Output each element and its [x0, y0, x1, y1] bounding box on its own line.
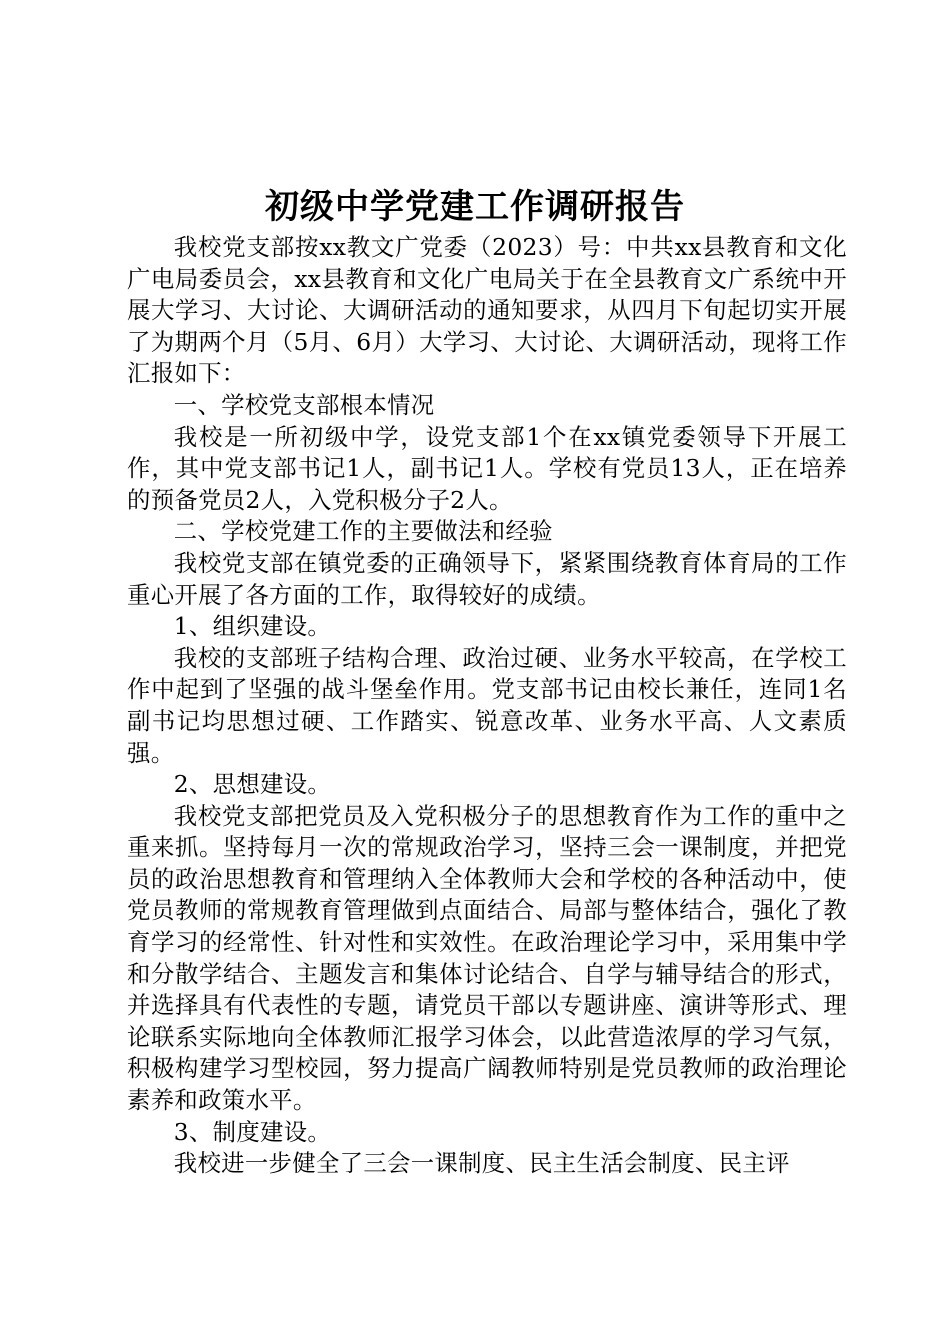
- section-heading-1: 一、学校党支部根本情况: [173, 390, 435, 419]
- body-paragraph: 我校是一所初级中学，设党支部1个在xx镇党委领导下开展工作，其中党支部书记1人，副书记1人。学校有党员13人，正在培养的预备党员2人，入党积极分子2人。: [127, 422, 847, 514]
- intro-paragraph: 我校党支部按xx教文广党委（2023）号：中共xx县教育和文化广电局委员会，xx县教育和文化广电局关于在全县教育文广系统中开展大学习、大讨论、大调研活动的通知要求，从四月下旬起切实开展了为期两个月（5月、6月）大学习、大讨论、大调研活动，现将工作汇报如下：: [127, 233, 847, 388]
- document-body: [127, 232, 847, 1180]
- section-heading-2: 二、学校党建工作的主要做法和经验: [173, 517, 553, 546]
- body-paragraph: 我校党支部把党员及入党积极分子的思想教育作为工作的重中之重来抓。坚持每月一次的常规政治学习，坚持三会一课制度，并把党员的政治思想教育和管理纳入全体教师大会和学校的各种活动中，使党员教师的常规教育管理做到点面结合、局部与整体结合，强化了教育学习的经常性、针对性和实效性。在政治理论学习中，采用集中学和分散学结合、主题发言和集体讨论结合、自学与辅导结合的形式，并选择具有代表性的专题，请党员干部以专题讲座、演讲等形式、理论联系实际地向全体教师汇报学习体会，以此营造浓厚的学习气氛，积极构建学习型校园，努力提高广阔教师特别是党员教师的政治理论素养和政策水平。: [127, 801, 847, 1115]
- body-paragraph: 我校进一步健全了三会一课制度、民主生活会制度、民主评: [173, 1149, 790, 1178]
- document-title: 初级中学党建工作调研报告: [265, 187, 685, 227]
- subsection-heading-1: 1、组织建设。: [173, 612, 332, 641]
- body-paragraph: 我校的支部班子结构合理、政治过硬、业务水平较高，在学校工作中起到了坚强的战斗堡垒作用。党支部书记由校长兼任，连同1名副书记均思想过硬、工作踏实、锐意改革、业务水平高、人文素质强。: [127, 643, 847, 767]
- body-paragraph: 我校党支部在镇党委的正确领导下，紧紧围绕教育体育局的工作重心开展了各方面的工作，取得较好的成绩。: [127, 548, 847, 609]
- subsection-heading-3: 3、制度建设。: [173, 1117, 332, 1146]
- subsection-heading-2: 2、思想建设。: [173, 770, 332, 799]
